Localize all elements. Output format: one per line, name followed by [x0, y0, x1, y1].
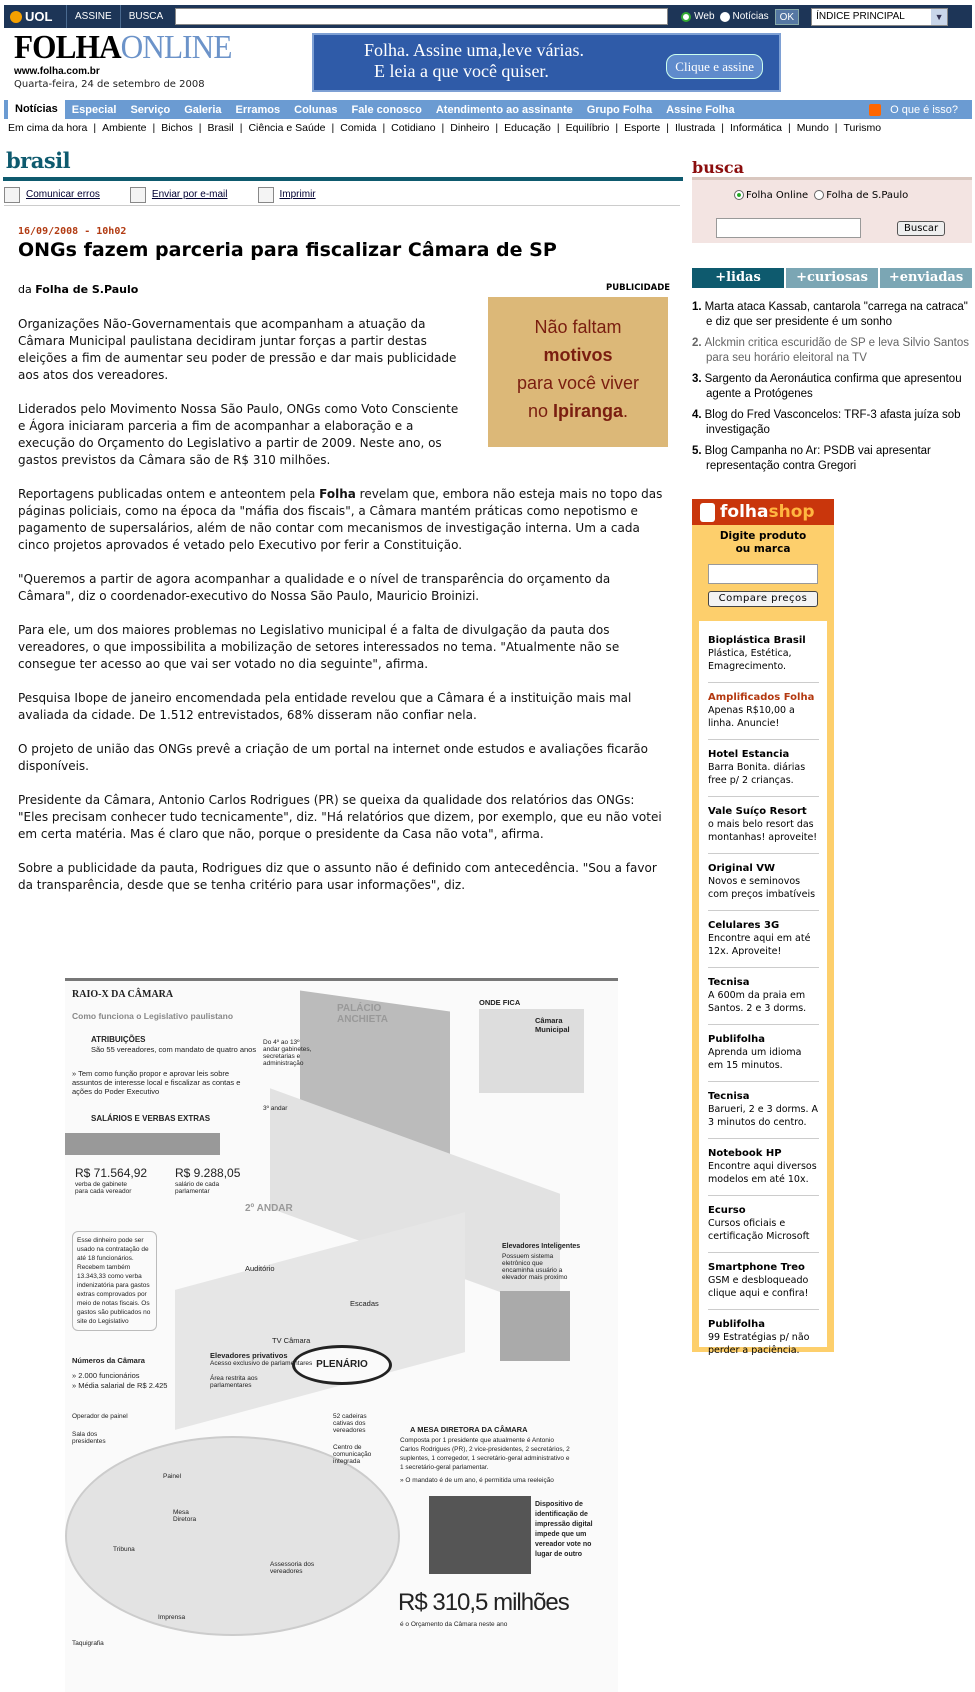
salary-bar	[65, 1133, 220, 1155]
shop-logo-b: shop	[768, 502, 815, 522]
subnav-separator: |	[441, 122, 445, 134]
byline	[18, 283, 138, 296]
info-auditorio: Auditório	[245, 1264, 275, 1273]
shop-logo-a: folha	[720, 502, 769, 522]
info-operador: Operador de painel	[72, 1413, 128, 1420]
shop-ad-desc: Barra Bonita. diárias free p/ 2 crianças.	[708, 762, 806, 786]
subnav-separator: |	[382, 122, 386, 134]
nav-servico[interactable]: Serviço	[130, 103, 171, 116]
fingerprint-device-photo	[429, 1496, 531, 1574]
nav-atendimento[interactable]: Atendimento ao assinante	[435, 103, 573, 116]
shop-ad-title[interactable]: Original VW	[708, 863, 775, 874]
rss-icon	[869, 104, 881, 116]
shop-ad-item[interactable]	[708, 1310, 819, 1366]
info-sala: Sala dos presidentes	[72, 1431, 106, 1445]
subnav-item[interactable]: Equilíbrio	[565, 122, 610, 134]
most-read-link[interactable]: Marta ataca Kassab, cantarola "carrega na catraca" e diz que ser presidente é um sonho	[704, 301, 968, 328]
info-num2: » Média salarial de R$ 2.425	[72, 1381, 168, 1390]
info-orc-d: é o Orçamento da Câmara neste ano	[400, 1621, 508, 1628]
section-title: brasil	[6, 148, 71, 173]
info-painel: Painel	[163, 1473, 182, 1480]
paragraph: Organizações Não-Governamentais que acompanham a atuação da Câmara Municipal paulistana decidiram juntar forças a partir destas eleições a fim de aumentar seu poder de pressão e dar mais publicidade aos atos dos vereadores.	[18, 317, 457, 382]
shop-search-input[interactable]	[708, 564, 818, 584]
article-datetime: 16/09/2008 - 10h02	[18, 226, 127, 237]
info-andar2: 2º ANDAR	[245, 1203, 293, 1214]
nav-grupo-folha[interactable]: Grupo Folha	[586, 103, 653, 116]
radio-web-label: Web	[694, 11, 715, 22]
info-v2d: salário de cada parlamentar	[175, 1181, 220, 1195]
shop-ad-desc: o mais belo resort das montanhas! aproveite!	[708, 819, 818, 843]
most-read-list	[692, 300, 972, 480]
info-atrib: São 55 vereadores, com mandato de quatro anos	[91, 1045, 257, 1054]
shop-ad-item[interactable]	[708, 1253, 819, 1310]
shop-ad-item[interactable]	[708, 854, 819, 911]
subnav-separator: |	[615, 122, 619, 134]
info-disp: Dispositivo de identificação de impressão digital impede que um vereador vote no lugar de outro	[535, 1501, 593, 1558]
subnav-item[interactable]: Ciência e Saúde	[248, 122, 326, 134]
subnav-item[interactable]: Brasil	[207, 122, 234, 134]
shop-ad-title[interactable]: Smartphone Treo	[708, 1262, 805, 1273]
paragraph: Liderados pelo Movimento Nossa São Paulo, ONGs como Voto Consciente e Ágora iniciaram parceria a fim de acompanhar a elaboração e a execução do Orçamento do Legislativo a partir de 2009. Neste ano, os gastos previstos da Câmara são de R$ 310 milhões.	[18, 402, 459, 467]
banner-line-2: E leia a que você quiser.	[374, 61, 549, 81]
info-atrib-h: ATRIBUIÇÕES	[91, 1035, 146, 1044]
plenario-label: PLENÁRIO	[292, 1345, 392, 1385]
shop-ad-title[interactable]: Celulares 3G	[708, 920, 780, 931]
subnav-separator: |	[93, 122, 97, 134]
info-elev-int-h: Elevadores Inteligentes	[502, 1243, 581, 1250]
rank-number: 1.	[692, 301, 702, 313]
email-icon	[130, 187, 146, 203]
folhashop-widget	[692, 499, 834, 1356]
article-title: ONGs fazem parceria para fiscalizar Câmara de SP	[18, 239, 557, 261]
nav-assine-folha[interactable]: Assine Folha	[666, 103, 735, 116]
ad-line-2: motivos	[543, 345, 613, 365]
info-taquigrafia: Taquigrafia	[72, 1640, 104, 1647]
info-andares: Do 4º ao 13º andar gabinetes, secretarias e administração	[263, 1039, 312, 1067]
uol-logo-icon	[10, 11, 22, 23]
shop-ad-desc: Encontre aqui em até 12x. Aproveite!	[708, 933, 811, 957]
info-elev-priv: Acesso exclusivo de parlamentares	[210, 1360, 313, 1367]
most-tabs	[692, 268, 972, 288]
busca-input[interactable]	[716, 218, 861, 238]
assine-link[interactable]: ASSINE	[66, 5, 120, 28]
index-select[interactable]	[811, 8, 948, 26]
info-num1: » 2.000 funcionários	[72, 1371, 140, 1380]
article-tools	[4, 184, 680, 206]
ad-line-1: Não faltam	[534, 317, 622, 337]
uol-top-bar	[4, 5, 972, 28]
subnav-item[interactable]: Mundo	[796, 122, 829, 134]
shop-ad-item[interactable]	[708, 911, 819, 968]
info-v1d: verba de gabinete para cada vereador	[75, 1181, 132, 1195]
info-cadeiras: 52 cadeiras cativas dos vereadores	[333, 1413, 367, 1434]
paragraph: O projeto de união das ONGs prevê a criação de um portal na internet onde estudos e avaliações ficarão disponíveis.	[18, 742, 648, 773]
publicidade-label: PUBLICIDADE	[606, 283, 671, 293]
subscribe-banner[interactable]	[312, 33, 781, 92]
subnav-item[interactable]: Esporte	[624, 122, 661, 134]
folha-online-logo[interactable]	[14, 30, 232, 66]
shop-ad-item[interactable]	[708, 740, 819, 797]
uol-logo[interactable]	[4, 9, 66, 24]
info-mesa-t: Composta por 1 presidente que atualmente é Antonio Carlos Rodrigues (PR), 2 vice-presidentes, 2 secretários, 2 suplentes, 1 corregedor, 1 secretário-geral administrativo e 1 secretário-geral parlamentar.	[400, 1437, 570, 1471]
paragraph	[18, 486, 668, 554]
shop-ad-title[interactable]: Hotel Estancia	[708, 749, 790, 760]
index-select-value: ÍNDICE PRINCIPAL	[816, 10, 905, 22]
shop-ad-desc: Novos e seminovos com preços imbatíveis	[708, 876, 816, 900]
subnav-item[interactable]: Em cima da hora	[8, 122, 88, 134]
info-orc: R$ 310,5 milhões	[398, 1589, 569, 1616]
paragraph: Presidente da Câmara, Antonio Carlos Rodrigues (PR) se queixa da qualidade dos relatórios das ONGs: "Eles precisam conhecer tudo tecnicamente", diz. "Há relatórios que dizem, por exemplo, que eu não votei em certa matéria. Mas é claro que não, porque o presidente da Casa não vota", afirma.	[18, 793, 662, 841]
most-read-item[interactable]	[692, 336, 972, 366]
elevator-photo	[500, 1291, 570, 1361]
subnav-item[interactable]: Educação	[504, 122, 551, 134]
subnav-item[interactable]: Dinheiro	[450, 122, 490, 134]
shop-ad-item[interactable]	[708, 1025, 819, 1082]
radio-noticias-label: Notícias	[732, 11, 769, 22]
folhashop-logo[interactable]	[692, 499, 834, 525]
shop-ad-title[interactable]: Publifolha	[708, 1319, 765, 1330]
price-tag-icon	[700, 503, 715, 522]
subnav-item[interactable]: Ambiente	[102, 122, 147, 134]
info-mesa-h: A MESA DIRETORA DA CÂMARA	[410, 1425, 528, 1434]
info-mandato: » O mandato é de um ano, é permitida uma reeleição	[400, 1477, 554, 1484]
paragraph: Sobre a publicidade da pauta, Rodrigues diz que o assunto não é definido com antecedência. "Sou a favor da transparência, desde que se tenha critério para usar informações", diz.	[18, 861, 657, 892]
shop-ad-desc: Apenas R$10,00 a linha. Anuncie!	[708, 705, 795, 729]
radio-web[interactable]	[681, 12, 691, 22]
tab-curiosas[interactable]: +curiosas	[786, 268, 878, 288]
tab-lidas[interactable]: +lidas	[692, 268, 784, 288]
banner-button[interactable]: Clique e assine	[666, 54, 763, 79]
email-link[interactable]: Enviar por e-mail	[151, 189, 228, 200]
byline-source: Folha de S.Paulo	[35, 283, 139, 296]
print-link[interactable]: Imprimir	[279, 189, 316, 200]
logo-part-b: ONLINE	[120, 29, 232, 66]
rank-number: 3.	[692, 373, 702, 385]
report-error-icon	[4, 187, 20, 203]
paragraph: "Queremos a partir de agora acompanhar a qualidade e o nível de transparência do orçamento da Câmara", diz o coordenador-executivo do Nossa São Paulo, Mauricio Broinizi.	[18, 572, 611, 603]
buscar-button[interactable]: Buscar	[897, 221, 945, 236]
shop-ad-item[interactable]	[708, 968, 819, 1025]
info-num-h: Números da Câmara	[72, 1356, 145, 1365]
site-url: www.folha.com.br	[14, 66, 100, 77]
rank-number: 5.	[692, 445, 702, 457]
info-title: RAIO-X DA CÂMARA	[72, 989, 174, 1000]
shop-ad-desc: GSM e desbloqueado clique aqui e confira!	[708, 1275, 809, 1299]
subnav-separator: |	[834, 122, 838, 134]
shop-ad-desc: Encontre aqui diversos modelos em até 10x.	[708, 1161, 817, 1185]
subnav-item[interactable]: Turismo	[843, 122, 882, 134]
p3-b: Folha	[319, 487, 356, 501]
busca-link[interactable]: BUSCA	[120, 5, 171, 28]
subnav-separator: |	[331, 122, 335, 134]
most-read-item[interactable]	[692, 372, 972, 402]
shop-ad-title[interactable]: Tecnisa	[708, 977, 750, 988]
info-sal-h: SALÁRIOS E VERBAS EXTRAS	[91, 1114, 211, 1123]
shop-ad-item[interactable]	[708, 1082, 819, 1139]
ad-l4c: .	[623, 401, 629, 421]
most-read-item[interactable]	[692, 408, 972, 438]
info-v2: R$ 9.288,05	[175, 1166, 241, 1180]
info-mesa: Mesa Diretora	[173, 1509, 197, 1523]
info-elev-int: Possuem sistema eletrônico que encaminha usuário a elevador mais proximo	[502, 1253, 568, 1281]
shop-ad-title[interactable]: Notebook HP	[708, 1148, 782, 1159]
uol-search-input[interactable]	[175, 8, 668, 25]
busca-box	[692, 177, 972, 243]
shop-ad-title[interactable]: Publifolha	[708, 1034, 765, 1045]
radio-label: Folha Online	[746, 190, 809, 201]
shop-ad-item[interactable]	[708, 1139, 819, 1196]
shop-ads-list	[699, 621, 827, 1356]
nav-colunas[interactable]: Colunas	[294, 103, 338, 116]
compare-prices-button[interactable]: Compare preços	[708, 591, 818, 607]
shop-ad-title[interactable]: Ecurso	[708, 1205, 746, 1216]
nav-especial[interactable]: Especial	[71, 103, 117, 116]
most-read-link[interactable]: Alckmin critica escuridão de SP e leva Silvio Santos para seu horário eleitoral na TV	[704, 337, 970, 364]
info-funcao: » Tem como função propor e aprovar leis sobre assuntos de interesse local e fiscalizar as contas e ações do Poder Executivo	[72, 1069, 241, 1096]
radio-icon	[814, 190, 824, 200]
shop-ad-desc: A 600m da praia em Santos. 2 e 3 dorms.	[708, 990, 807, 1014]
subnav-separator: |	[198, 122, 202, 134]
radio-selected-icon	[734, 190, 744, 200]
uol-logo-text: UOL	[25, 9, 53, 24]
subnav-separator: |	[152, 122, 156, 134]
info-centro: Centro de comunicação integrada	[333, 1444, 372, 1465]
info-area: Área restrita aos parlamentares	[210, 1375, 258, 1389]
banner-line-1: Folha. Assine uma,leve várias.	[364, 40, 584, 60]
subnav-item[interactable]: Cotidiano	[391, 122, 436, 134]
article-body	[18, 316, 668, 911]
shop-ad-title[interactable]: Bioplástica Brasil	[708, 635, 806, 646]
most-read-item[interactable]	[692, 444, 972, 474]
shop-ad-title[interactable]: Tecnisa	[708, 1091, 750, 1102]
info-escadas: Escadas	[350, 1299, 379, 1308]
most-read-link[interactable]: Blog Campanha no Ar: PSDB vai apresentar representação contra Gregori	[704, 445, 931, 472]
shop-ad-desc: Barueri, 2 e 3 dorms. A 3 minutos do centro.	[708, 1104, 819, 1128]
subnav-item[interactable]: Informática	[730, 122, 782, 134]
info-tribuna: Tribuna	[113, 1546, 135, 1553]
info-box: Esse dinheiro pode ser usado na contratação de até 18 funcionários. Recebem também 13.343,33 como verba indenizatória para gastos extras comprovados por meio de notas fiscais. Os gastos são publicados no site do Legislativo	[72, 1231, 157, 1331]
shop-ad-title[interactable]: Amplificados Folha	[708, 692, 815, 703]
section-divider	[3, 177, 683, 181]
info-assessoria: Assessoria dos vereadores	[270, 1561, 315, 1575]
nav-erramos[interactable]: Erramos	[235, 103, 281, 116]
info-camara-mun: Câmara Municipal	[535, 1016, 570, 1034]
current-date: Quarta-feira, 24 de setembro de 2008	[14, 79, 205, 90]
radio-label: Folha de S.Paulo	[826, 190, 909, 201]
nav-fale-conosco[interactable]: Fale conosco	[351, 103, 422, 116]
rank-number: 4.	[692, 409, 702, 421]
subnav-separator: |	[787, 122, 791, 134]
infographic	[65, 978, 618, 1692]
most-read-link[interactable]: Blog do Fred Vasconcelos: TRF-3 afasta juíza sob investigação	[704, 409, 961, 436]
shop-ad-item[interactable]	[708, 626, 819, 683]
shop-ad-desc: Aprenda um idioma em 15 minutos.	[708, 1047, 802, 1071]
ad-line-3: para você viver	[516, 373, 640, 393]
shop-ad-item[interactable]	[708, 683, 819, 740]
subnav-separator: |	[721, 122, 725, 134]
printer-icon	[258, 187, 274, 203]
subnav-separator: |	[556, 122, 560, 134]
info-subtitle: Como funciona o Legislativo paulistano	[72, 1011, 234, 1021]
shop-ad-desc: 99 Estratégias p/ não perder a paciência.	[708, 1332, 810, 1356]
ok-button[interactable]: OK	[775, 9, 799, 25]
paragraph: Pesquisa Ibope de janeiro encomendada pela entidade revelou que a Câmara é a instituição mais mal avaliada da cidade. De 1.512 entrevistados, 68% disseram não confiar nela.	[18, 691, 632, 722]
logo-part-a: FOLHA	[14, 29, 121, 66]
shop-label: Digite produto ou marca	[719, 530, 807, 555]
shop-ad-desc: Cursos oficiais e certificação Microsoft	[708, 1218, 810, 1242]
shop-ad-item[interactable]	[708, 1196, 819, 1253]
paragraph: Para ele, um dos maiores problemas no Legislativo municipal é a falta de divulgação da pauta dos vereadores, o que impossibilita a mobilização de setores interessados no tema. "Atualmente não se consegue ter acesso ao que vai ser votado no dia seguinte", afirma.	[18, 623, 620, 671]
report-error-link[interactable]: Comunicar erros	[26, 189, 100, 200]
subnav-separator: |	[239, 122, 243, 134]
subnav-item[interactable]: Comida	[340, 122, 377, 134]
ad-l4a: no	[527, 401, 553, 421]
shop-ad-title[interactable]: Vale Suíço Resort	[708, 806, 807, 817]
floor-plan-illustration	[175, 1212, 465, 1430]
info-tv: TV Câmara	[272, 1336, 311, 1345]
subnav-item[interactable]: Bichos	[161, 122, 193, 134]
byline-prefix: da	[18, 283, 36, 296]
p3-a: Reportagens publicadas ontem e anteontem pela	[18, 487, 320, 501]
radio-noticias[interactable]	[720, 12, 730, 22]
info-onde: ONDE FICA	[479, 998, 521, 1007]
info-v1: R$ 71.564,92	[75, 1166, 148, 1180]
nav-noticias[interactable]: Notícias	[8, 100, 65, 119]
p3-c: revelam que, embora não esteja mais no topo das páginas policiais, como na época da "máfia dos fiscais", a Câmara mantém práticas como nepotismo e pagamento de supersalários, além de não contar com mecanismos de investigação interna. Um a cada cinco projetos aprovados é vetado pelo Executivo por ferir a Constituição.	[18, 487, 663, 552]
most-read-link[interactable]: Sargento da Aeronáutica confirma que apresentou agente a Protógenes	[704, 373, 962, 400]
nav-galeria[interactable]: Galeria	[184, 103, 222, 116]
info-elev-priv-h: Elevadores privativos	[210, 1351, 288, 1360]
tab-enviadas[interactable]: +enviadas	[880, 268, 972, 288]
plenary-illustration	[65, 1436, 400, 1636]
main-nav	[4, 100, 972, 119]
radio-folha-online[interactable]	[734, 190, 808, 201]
rss-link[interactable]	[862, 104, 972, 116]
busca-title: busca	[692, 158, 744, 177]
radio-folha-sp[interactable]	[814, 190, 908, 201]
shop-ad-desc: Plástica, Estética, Emagrecimento.	[708, 648, 792, 672]
most-read-item[interactable]	[692, 300, 972, 330]
sub-nav	[8, 122, 972, 134]
shop-ad-item[interactable]	[708, 797, 819, 854]
chevron-down-icon: ▼	[931, 9, 947, 25]
rss-label: O que é isso?	[890, 103, 958, 116]
ad-l4b: Ipiranga	[553, 401, 624, 421]
subnav-separator: |	[495, 122, 499, 134]
subnav-item[interactable]: Ilustrada	[675, 122, 716, 134]
subnav-separator: |	[666, 122, 669, 134]
info-andar3: 3º andar	[263, 1105, 288, 1112]
info-imprensa: Imprensa	[158, 1614, 186, 1621]
rank-number: 2.	[692, 337, 702, 349]
info-palacio: PALÁCIO ANCHIETA	[337, 1003, 388, 1025]
